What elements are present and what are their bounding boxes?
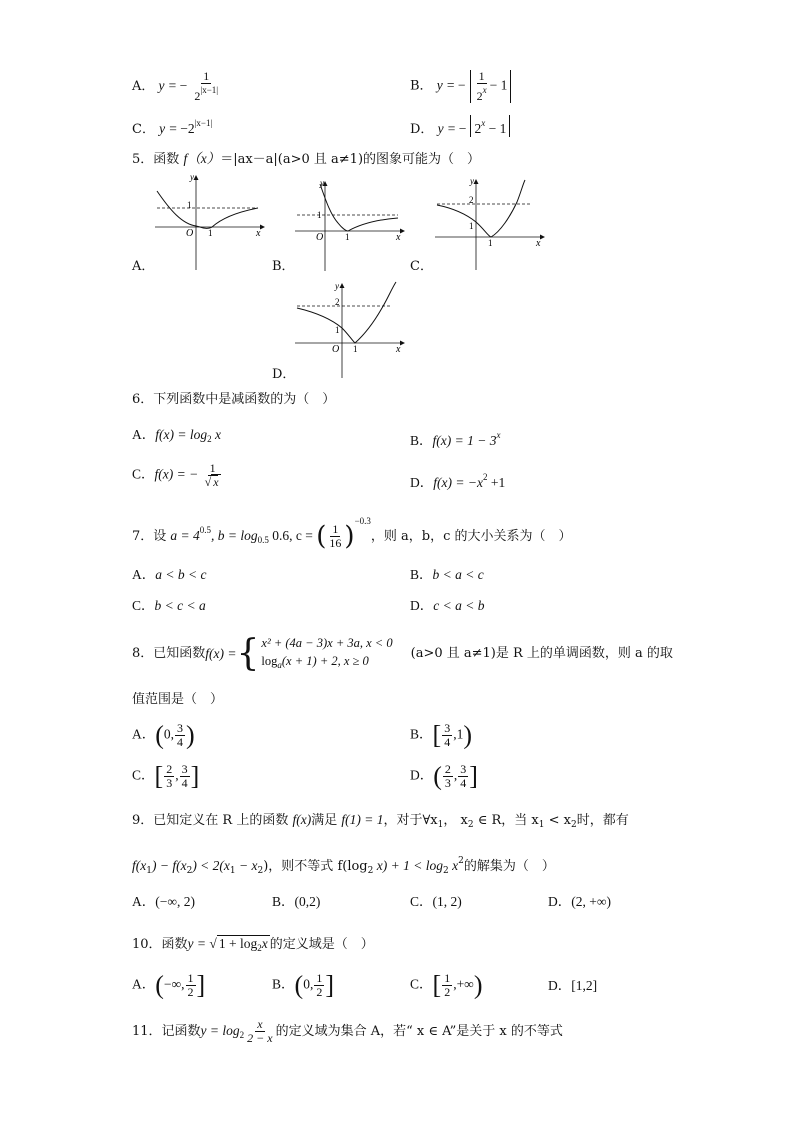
math-text: , b = log	[211, 528, 258, 543]
q5-graph-c	[432, 172, 547, 272]
paren-close: )	[344, 521, 355, 552]
math-text: f(1) = 1	[341, 812, 384, 827]
curve	[157, 191, 258, 228]
origin-label: O	[332, 344, 340, 355]
interval-open: [	[432, 970, 442, 1000]
subscript: 1	[146, 866, 152, 876]
math-text: f(x	[132, 858, 147, 873]
absolute-value	[470, 115, 510, 137]
fraction	[180, 763, 190, 790]
y-label: y	[320, 178, 324, 188]
tick-1-y: 1	[335, 325, 340, 335]
interval-close: )	[473, 970, 483, 1000]
numerator: 3	[181, 762, 188, 776]
x-arrow	[260, 225, 265, 230]
numerator: x	[257, 1017, 263, 1031]
math-text: 1 + log	[218, 936, 258, 951]
q5-graph-b	[292, 178, 407, 273]
math-text: f（x）	[183, 151, 221, 166]
q9-stem-line1	[132, 812, 629, 833]
math-text: 0.6, c =	[268, 528, 317, 543]
fraction	[186, 972, 196, 999]
x-label: x	[536, 238, 541, 249]
math-text: +1	[487, 475, 506, 490]
subscript: 2	[467, 820, 474, 830]
option-label: A．	[132, 427, 156, 442]
math-text: ,1	[453, 726, 464, 742]
curve	[320, 184, 398, 231]
tick-1-x: 1	[353, 344, 358, 354]
q5-option-d[interactable]: D．	[272, 367, 296, 382]
subscript: 2	[442, 866, 449, 876]
option-label: C．	[132, 466, 155, 482]
x-arrow	[540, 235, 545, 240]
math-text: − 1	[489, 77, 508, 93]
question-number: 7．设	[132, 529, 171, 544]
case-2	[261, 652, 392, 674]
numerator: 1	[332, 522, 339, 536]
q6-option-d[interactable]	[410, 469, 505, 491]
option-label: D．	[410, 598, 434, 613]
option-label: C．	[410, 976, 433, 992]
option-label: A．	[132, 726, 156, 742]
fraction	[245, 1018, 274, 1045]
question-text: 的定义域为集合 A，若“ x ∈ A”是关于 x 的不等式	[275, 1024, 563, 1039]
math-text: ) < 2(x	[192, 858, 230, 873]
curve	[297, 282, 396, 343]
option-label: C．	[132, 122, 155, 137]
question-text: 9．已知定义在 R 上的函数	[132, 813, 293, 828]
interval-open: (	[294, 970, 304, 1000]
option-label: B．	[410, 567, 433, 582]
math-text: f(x) = −	[154, 466, 199, 482]
q8-stem	[132, 634, 673, 674]
subscript: 2	[570, 820, 577, 830]
denominator: 4	[444, 735, 451, 749]
x-label: x	[396, 232, 401, 243]
denominator: 4	[181, 776, 188, 790]
q4-option-c[interactable]	[132, 115, 212, 138]
math-text: y	[158, 78, 165, 93]
question-number: 11．记函数	[132, 1024, 201, 1039]
question-text: 时，都有	[576, 813, 629, 828]
option-text: (0,2)	[294, 894, 321, 909]
question-text: 函数	[153, 152, 180, 167]
subscript: 2	[186, 866, 193, 876]
question-number: 8．已知函数	[132, 646, 206, 661]
denominator: 2	[444, 985, 451, 999]
y-arrow	[474, 179, 479, 184]
math-text: − x	[235, 858, 258, 873]
option-label: A．	[132, 567, 156, 582]
option-label: D．	[410, 767, 434, 783]
interval-close: ]	[469, 761, 478, 791]
denominator: 2	[187, 985, 194, 999]
question-text: ，则 a，b，c 的大小关系为（ ）	[370, 529, 572, 544]
q7-option-a[interactable]	[132, 567, 206, 583]
exponent: x	[482, 85, 487, 95]
exponent: 2	[482, 472, 488, 482]
q7-option-d[interactable]	[410, 598, 484, 614]
numerator: 3	[177, 721, 184, 735]
math-text: = −	[168, 78, 188, 93]
q9-option-c[interactable]	[410, 894, 462, 910]
fraction	[175, 722, 185, 749]
math-text: f(x) = log	[155, 427, 208, 442]
interval-close: )	[186, 720, 195, 750]
q5-option-b[interactable]: B．	[272, 259, 295, 274]
y-label: y	[470, 176, 474, 186]
numerator: 3	[460, 762, 467, 776]
question-text: )，则不等式 f(log	[263, 859, 368, 874]
interval-open: (	[155, 970, 164, 1000]
curve	[437, 180, 525, 237]
subscript: a	[277, 660, 282, 670]
q7-option-b[interactable]	[410, 567, 484, 583]
fraction	[475, 70, 489, 103]
x-label: x	[256, 228, 261, 239]
option-text: b < c < a	[154, 598, 206, 613]
piecewise-cases	[261, 634, 392, 674]
interval-open: (	[433, 761, 442, 791]
math-text: f(x) = 1 − 3	[432, 433, 497, 448]
math-text: 0,	[163, 726, 175, 742]
question-text: 的解集为（ ）	[463, 859, 555, 874]
y-arrow	[340, 283, 345, 288]
exponent: x	[481, 118, 486, 128]
q11-stem	[132, 1018, 563, 1045]
option-text: (1, 2)	[432, 894, 462, 909]
q7-stem	[132, 513, 572, 550]
square-root: √ $1 + \log_2x$	[209, 936, 268, 953]
question-text: 的定义域是（ ）	[269, 937, 374, 952]
q5-option-a[interactable]: A．	[132, 259, 155, 274]
q6-option-a[interactable]	[132, 427, 221, 447]
math-text: x) + 1 < log	[373, 858, 443, 873]
exponent: 2	[458, 856, 464, 866]
fraction	[192, 70, 220, 103]
denominator: 4	[460, 776, 467, 790]
option-label: C．	[132, 598, 155, 613]
fraction	[327, 523, 343, 550]
fraction	[314, 972, 324, 999]
brace: {	[236, 633, 260, 674]
math-text: f(x) =	[205, 646, 237, 661]
exponent: |x−1|	[200, 85, 219, 95]
q4-option-a[interactable]	[132, 70, 221, 103]
q9-option-b[interactable]	[272, 894, 320, 910]
math-text: f(x)	[292, 812, 312, 827]
interval-close: ]	[325, 970, 334, 1000]
fraction	[443, 763, 453, 790]
option-text: a < b < c	[155, 567, 207, 582]
math-text: y	[437, 121, 444, 136]
numerator: 1	[203, 69, 210, 83]
subscript: 1	[229, 866, 236, 876]
option-label: D．	[548, 978, 572, 993]
q4-option-d[interactable]	[410, 115, 510, 138]
q10-option-b[interactable]	[272, 972, 334, 999]
q5-option-c[interactable]: C．	[410, 259, 433, 274]
exponent: x	[496, 430, 501, 440]
subscript: 2	[257, 943, 262, 953]
question-number: 5．	[132, 152, 154, 167]
option-text: (−∞, 2)	[155, 894, 195, 909]
subscript: 2	[257, 866, 264, 876]
math-text: y	[159, 121, 166, 136]
interval-open: [	[432, 720, 442, 750]
numerator: 3	[444, 721, 451, 735]
option-text: (2, +∞)	[571, 894, 611, 909]
option-text: b < a < c	[432, 567, 484, 582]
numerator: 1	[316, 971, 323, 985]
denominator: 16	[329, 536, 342, 550]
q9-option-a[interactable]	[132, 894, 195, 910]
interval-open: (	[155, 720, 164, 750]
math-text: ) − f(x	[151, 858, 187, 873]
question-text: ＝|ax－a|(a>0 且 a≠1)的图象可能为（ ）	[220, 152, 481, 167]
x-label: x	[396, 344, 401, 355]
numerator: 1	[444, 971, 451, 985]
case-1: x² + (4a − 3)x + 3a, x < 0	[261, 636, 393, 650]
subscript: 0.5	[257, 535, 269, 545]
option-text: c < a < b	[433, 598, 485, 613]
x-arrow	[400, 341, 405, 346]
math-text: x	[448, 858, 459, 873]
option-label: A．	[132, 976, 156, 992]
q8-option-d[interactable]: D．( $\frac{2}{3}$ , $\frac{3}{4}$ ]	[410, 761, 478, 791]
math-text: 2	[474, 121, 482, 136]
option-label: B．	[410, 726, 433, 742]
math-text: = −	[446, 77, 466, 93]
denominator	[192, 84, 220, 103]
option-text: [1,2]	[571, 978, 598, 993]
denominator: 2	[316, 985, 323, 999]
question-text: 满足	[311, 813, 342, 828]
tick-1-y: 1	[469, 221, 474, 231]
numerator: 2	[444, 762, 451, 776]
numerator: 1	[478, 69, 485, 83]
math-text: y	[436, 77, 443, 93]
q8-option-c[interactable]: C．[ $\frac{2}{3}$ , $\frac{3}{4}$ ]	[132, 761, 200, 791]
exponent: 0.5	[199, 525, 212, 535]
question-text: (a>0 且 a≠1)是 R 上的单调函数，则 a 的取	[410, 646, 673, 661]
option-label: A．	[132, 894, 156, 909]
subscript: 1	[538, 820, 545, 830]
numerator: 1	[187, 971, 194, 985]
interval-close: ]	[190, 761, 200, 791]
option-label: B．	[272, 976, 295, 992]
y-label: y	[190, 172, 194, 182]
question-text: ∈ R，当 x	[473, 813, 539, 828]
fraction	[442, 722, 452, 749]
math-text: a = 4	[170, 528, 200, 543]
fraction	[442, 972, 452, 999]
q6-option-c[interactable]	[132, 462, 224, 489]
option-label: B．	[410, 433, 433, 448]
q5-graph-a	[152, 172, 267, 272]
q10-option-d[interactable]	[548, 978, 597, 994]
tick-2-y: 2	[335, 297, 340, 307]
q10-option-a[interactable]	[132, 972, 205, 999]
interval-close: )	[463, 720, 472, 750]
option-label: C．	[410, 894, 433, 909]
numerator: 1	[209, 461, 216, 475]
tick-1-y: 1	[317, 210, 322, 220]
option-label: A．	[132, 79, 155, 94]
denominator: 3	[166, 776, 173, 790]
q4-option-b[interactable]	[410, 70, 511, 103]
math-text: f(x) = −x	[433, 475, 483, 490]
q8-option-a[interactable]	[132, 722, 195, 749]
tick-1-x: 1	[488, 238, 493, 248]
q7-option-c[interactable]	[132, 598, 206, 614]
fraction	[458, 763, 468, 790]
option-label: C．	[132, 767, 155, 783]
q5-stem	[132, 151, 480, 168]
tick-2-y: 2	[469, 195, 474, 205]
subscript: 2	[367, 866, 374, 876]
math-text: ,+∞	[453, 976, 474, 992]
math-text: x	[261, 936, 268, 951]
option-label: D．	[410, 122, 434, 137]
q9-option-d[interactable]	[548, 894, 611, 910]
subscript: 1	[437, 820, 444, 830]
paren-open: (	[316, 521, 327, 552]
option-label: D．	[548, 894, 572, 909]
question-text: ，对于∀x	[383, 813, 438, 828]
math-text: x	[211, 427, 221, 442]
question-number: 10．函数	[132, 937, 188, 952]
math-text: y =	[187, 936, 210, 951]
tick-1-y: 1	[187, 200, 192, 210]
option-label: D．	[410, 475, 434, 490]
q6-option-b[interactable]	[410, 427, 500, 449]
math-text: −∞,	[163, 976, 185, 992]
denominator: 2 − x	[247, 1031, 273, 1045]
tick-1-x: 1	[208, 228, 213, 238]
q6-stem: 6．下列函数中是减函数的为（ ）	[132, 392, 336, 407]
q9-stem-line2	[132, 853, 555, 879]
radicand: x	[213, 475, 219, 489]
denominator: 4	[177, 735, 184, 749]
base: 2	[476, 89, 483, 103]
option-label: B．	[410, 78, 433, 94]
absolute-value	[470, 70, 512, 103]
question-text: < x	[544, 813, 571, 828]
exponent: −0.3	[354, 516, 371, 526]
interval-open: [	[154, 761, 164, 791]
tick-1-x: 1	[345, 232, 350, 242]
math-text: 0,	[303, 976, 314, 992]
x-arrow	[400, 229, 405, 234]
math-text: (x + 1) + 2, x ≥ 0	[281, 654, 369, 668]
denominator	[475, 84, 489, 103]
numerator: 2	[166, 762, 173, 776]
exponent: |x−1|	[194, 118, 213, 128]
math-text: log	[261, 654, 278, 668]
fraction	[203, 462, 223, 489]
denominator: 3	[444, 776, 451, 790]
option-label: B．	[272, 894, 295, 909]
origin-label: O	[186, 228, 194, 239]
math-text: = −2	[169, 121, 195, 136]
q8-option-b[interactable]	[410, 722, 472, 749]
origin-label: O	[316, 232, 324, 243]
math-text: y = log	[200, 1023, 240, 1038]
base: 2	[194, 89, 201, 103]
denominator: √ x	[204, 475, 219, 489]
q5-graph-d	[292, 280, 407, 380]
subscript: 2	[207, 434, 212, 444]
fraction	[164, 763, 174, 790]
y-arrow	[194, 175, 199, 180]
question-text: ， x	[443, 813, 468, 828]
q8-stem-line2: 值范围是（ ）	[132, 692, 224, 707]
q10-option-c[interactable]	[410, 972, 482, 999]
interval-close: ]	[196, 970, 206, 1000]
y-label: y	[335, 281, 339, 291]
math-text: = −	[447, 121, 467, 136]
q10-stem	[132, 936, 374, 956]
math-text: − 1	[485, 121, 507, 136]
subscript: 2	[239, 1030, 245, 1040]
